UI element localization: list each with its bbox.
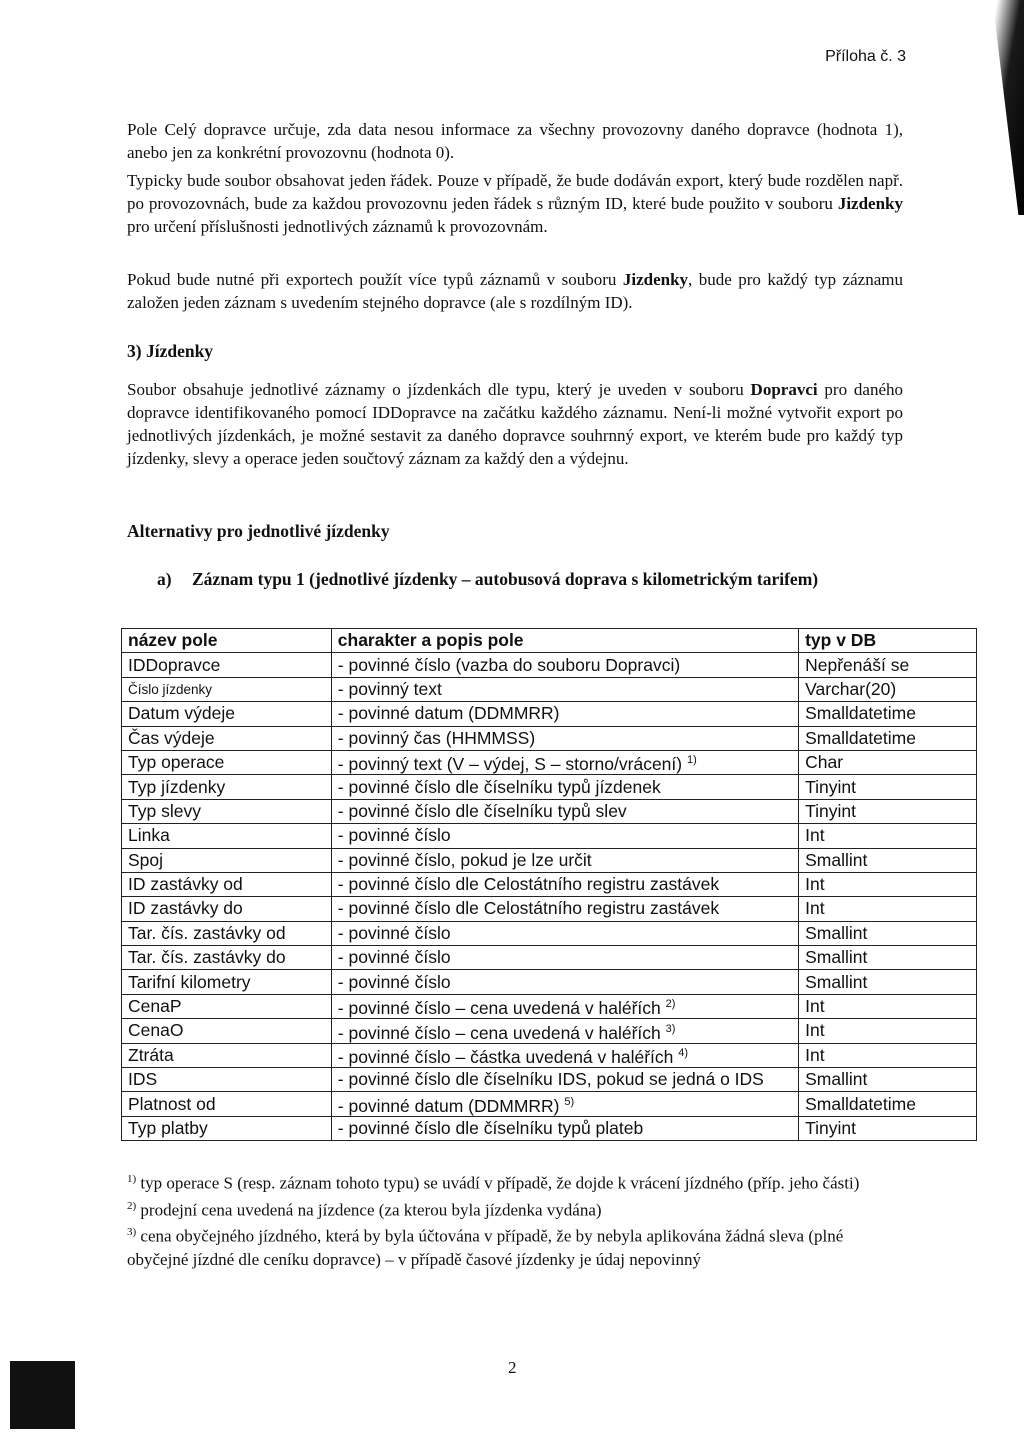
footnote-marker: 2): [127, 1199, 137, 1212]
db-type-cell: Smallint: [799, 921, 977, 945]
field-description-cell: [331, 1068, 798, 1092]
field-name-cell: Tar. čís. zastávky od: [122, 921, 332, 945]
db-type-cell: Int: [799, 872, 977, 896]
field-name-cell: Typ operace: [122, 750, 332, 774]
footnote: [127, 1221, 907, 1271]
db-type-cell: Int: [799, 1019, 977, 1043]
field-description: - povinný čas (HHMMSS): [337, 727, 536, 748]
paragraph-text: pro daného dopravce identifikovaného pomocí IDDopravce na začátku každého záznamu. Není-li možné vytvořit export po jednotlivých jízdenkách, je možné sestavit za daného dopravce souhrnný export, ve kterém bude pro každý typ jízdenky, slevy a operace jeden součtový záznam za každý den a výdejnu.: [127, 380, 903, 468]
table-row: [122, 994, 977, 1018]
db-type-cell: Int: [799, 994, 977, 1018]
field-description-cell: [331, 1116, 798, 1140]
db-type-cell: Smalldatetime: [799, 1092, 977, 1116]
list-label: a): [157, 569, 172, 589]
field-description-cell: [331, 750, 798, 774]
field-description: - povinné číslo – cena uvedená v haléřích: [337, 1022, 661, 1043]
paragraph-pokud: [127, 268, 903, 314]
field-description: - povinné číslo, pokud je lze určit: [337, 849, 592, 870]
field-name-cell: Typ platby: [122, 1116, 332, 1140]
paragraph-text: Soubor obsahuje jednotlivé záznamy o jízdenkách dle typu, který je uveden v souboru: [127, 380, 751, 399]
field-name-cell: IDS: [122, 1068, 332, 1092]
field-description-cell: [331, 970, 798, 994]
alternatives-heading: Alternativy pro jednotlivé jízdenky: [127, 521, 390, 541]
field-name-cell: Linka: [122, 824, 332, 848]
db-type-cell: Smallint: [799, 970, 977, 994]
table-row: [122, 897, 977, 921]
field-description-cell: [331, 1019, 798, 1043]
table-row: [122, 824, 977, 848]
column-header: typ v DB: [799, 629, 977, 653]
field-description-cell: [331, 921, 798, 945]
footnote-text: cena obyčejného jízdného, která by byla účtována v případě, že by nebyla aplikována žádná sleva (plné obyčejné jízdné dle ceníku dopravce) – v případě časové jízdenky je údaj nepovinný: [127, 1226, 844, 1269]
fields-table: [121, 628, 977, 1141]
field-name-cell: Typ jízdenky: [122, 775, 332, 799]
db-type-cell: Smallint: [799, 848, 977, 872]
field-description: - povinné číslo: [337, 947, 451, 968]
field-description: - povinné číslo dle Celostátního registru zastávek: [337, 898, 720, 919]
table-row: [122, 872, 977, 896]
field-name-cell: Tar. čís. zastávky do: [122, 946, 332, 970]
table-row: [122, 702, 977, 726]
field-name-cell: Spoj: [122, 848, 332, 872]
field-description-cell: [331, 848, 798, 872]
table-row: [122, 775, 977, 799]
table-row: [122, 1019, 977, 1043]
paragraph-text: Pokud bude nutné při exportech použít více typů záznamů v souboru: [127, 270, 623, 289]
db-type-cell: Tinyint: [799, 775, 977, 799]
table-row: [122, 799, 977, 823]
field-description: - povinný text (V – výdej, S – storno/vrácení): [337, 754, 683, 775]
field-name-cell: Čas výdeje: [122, 726, 332, 750]
db-type-cell: Int: [799, 1043, 977, 1067]
field-description-cell: [331, 946, 798, 970]
footnote-text: typ operace S (resp. záznam tohoto typu) se uvádí v případě, že dojde k vrácení jízdného (příp. jeho části): [140, 1173, 860, 1193]
table-row: [122, 726, 977, 750]
paragraph-soubor: [127, 378, 903, 470]
field-description: - povinné datum (DDMMRR): [337, 703, 560, 724]
field-description-cell: [331, 872, 798, 896]
field-description: - povinné číslo dle číselníku typů slev: [337, 800, 627, 821]
table-row: [122, 677, 977, 701]
attachment-label: Příloha č. 3: [825, 48, 906, 65]
scan-black-mark: [10, 1361, 75, 1429]
footnote-marker: 5): [564, 1095, 575, 1108]
footnote-marker: 1): [127, 1173, 137, 1185]
table-header-row: [122, 629, 977, 653]
db-type-cell: Smallint: [799, 946, 977, 970]
table-row: [122, 1068, 977, 1092]
field-description-cell: [331, 653, 798, 677]
field-name-cell: ID zastávky od: [122, 872, 332, 896]
field-description: - povinné datum (DDMMRR): [337, 1095, 560, 1116]
field-description-cell: [331, 824, 798, 848]
table-row: [122, 1043, 977, 1067]
field-description-cell: [331, 702, 798, 726]
table-row: [122, 848, 977, 872]
field-name-cell: Typ slevy: [122, 799, 332, 823]
field-description: - povinné číslo – částka uvedená v haléřích: [337, 1046, 674, 1067]
field-description-cell: [331, 1043, 798, 1067]
field-description-cell: [331, 677, 798, 701]
field-description-cell: [331, 897, 798, 921]
table-row: [122, 1116, 977, 1140]
field-name-cell: ID zastávky do: [122, 897, 332, 921]
db-type-cell: Varchar(20): [799, 677, 977, 701]
db-type-cell: Smalldatetime: [799, 702, 977, 726]
db-type-cell: Tinyint: [799, 1116, 977, 1140]
field-name-cell: Číslo jízdenky: [122, 677, 332, 701]
paragraph-text: pro určení příslušnosti jednotlivých záznamů k provozovnám.: [127, 217, 548, 236]
footnote-text: prodejní cena uvedená na jízdence (za kterou byla jízdenka vydána): [140, 1200, 602, 1220]
table-row: [122, 750, 977, 774]
field-description-cell: [331, 799, 798, 823]
file-name-bold: Dopravci: [750, 380, 818, 399]
table-row: [122, 921, 977, 945]
field-name-cell: CenaO: [122, 1019, 332, 1043]
paragraph-text: Typicky bude soubor obsahovat jeden řádek. Pouze v případě, že bude dodáván export, který bude rozdělen např. po provozovnách, bude za každou provozovnu jeden řádek s různým ID, které bude použito v souboru: [127, 171, 903, 213]
file-name-bold: Jizdenky: [622, 270, 689, 289]
paragraph-typicky: [127, 169, 903, 238]
field-description-cell: [331, 726, 798, 750]
db-type-cell: Int: [799, 897, 977, 921]
field-description: - povinné číslo dle Celostátního registru zastávek: [337, 874, 720, 895]
field-name-cell: Tarifní kilometry: [122, 970, 332, 994]
field-name-cell: IDDopravce: [122, 653, 332, 677]
db-type-cell: Nepřenáší se: [799, 653, 977, 677]
footnote-marker: 4): [678, 1046, 689, 1059]
column-header: charakter a popis pole: [331, 629, 798, 653]
field-description: - povinné číslo: [337, 825, 451, 846]
file-name-bold: Jizdenky: [837, 194, 903, 213]
table-row: [122, 653, 977, 677]
field-description: - povinné číslo dle číselníku typů plateb: [337, 1118, 644, 1138]
field-description-cell: [331, 1092, 798, 1116]
record-type-title: Záznam typu 1 (jednotlivé jízdenky – autobusová doprava s kilometrickým tarifem): [192, 569, 819, 589]
footnote-marker: 3): [127, 1226, 137, 1239]
footnote: [127, 1195, 907, 1222]
footnote-marker: 3): [665, 1022, 676, 1035]
table-row: [122, 946, 977, 970]
db-type-cell: Char: [799, 750, 977, 774]
field-name-cell: Datum výdeje: [122, 702, 332, 726]
field-name-cell: Ztráta: [122, 1043, 332, 1067]
footnote-marker: 1): [686, 754, 697, 767]
section-heading: 3) Jízdenky: [127, 341, 214, 361]
db-type-cell: Smalldatetime: [799, 726, 977, 750]
field-description: - povinné číslo (vazba do souboru Dopravci): [337, 654, 681, 675]
scan-shadow-corner: [954, 0, 1024, 215]
table-row: [122, 1092, 977, 1116]
field-description: - povinné číslo dle číselníku IDS, pokud se jedná o IDS: [337, 1069, 764, 1090]
field-description: - povinné číslo: [337, 922, 451, 943]
field-description: - povinné číslo – cena uvedená v haléřích: [337, 997, 661, 1018]
page-number: 2: [508, 1358, 517, 1377]
field-name-cell: Platnost od: [122, 1092, 332, 1116]
field-name-cell: CenaP: [122, 994, 332, 1018]
table-row: [122, 970, 977, 994]
column-header: název pole: [122, 629, 332, 653]
field-description: - povinný text: [337, 678, 442, 699]
field-description-cell: [331, 775, 798, 799]
db-type-cell: Int: [799, 824, 977, 848]
record-type-heading: [157, 568, 907, 591]
db-type-cell: Tinyint: [799, 799, 977, 823]
footnotes: [127, 1168, 907, 1271]
db-type-cell: Smallint: [799, 1068, 977, 1092]
field-description-cell: [331, 994, 798, 1018]
footnote: [127, 1168, 907, 1195]
footnote-marker: 2): [665, 998, 676, 1011]
paragraph-text: , bude pro každý typ záznamu založen jeden záznam s uvedením stejného dopravce (ale s rozdílným ID).: [127, 270, 903, 312]
field-description: - povinné číslo: [337, 971, 451, 992]
paragraph-cely-dopravce: Pole Celý dopravce určuje, zda data nesou informace za všechny provozovny daného dopravce (hodnota 1), anebo jen za konkrétní provozovnu (hodnota 0).: [127, 120, 903, 162]
field-description: - povinné číslo dle číselníku typů jízdenek: [337, 776, 661, 797]
